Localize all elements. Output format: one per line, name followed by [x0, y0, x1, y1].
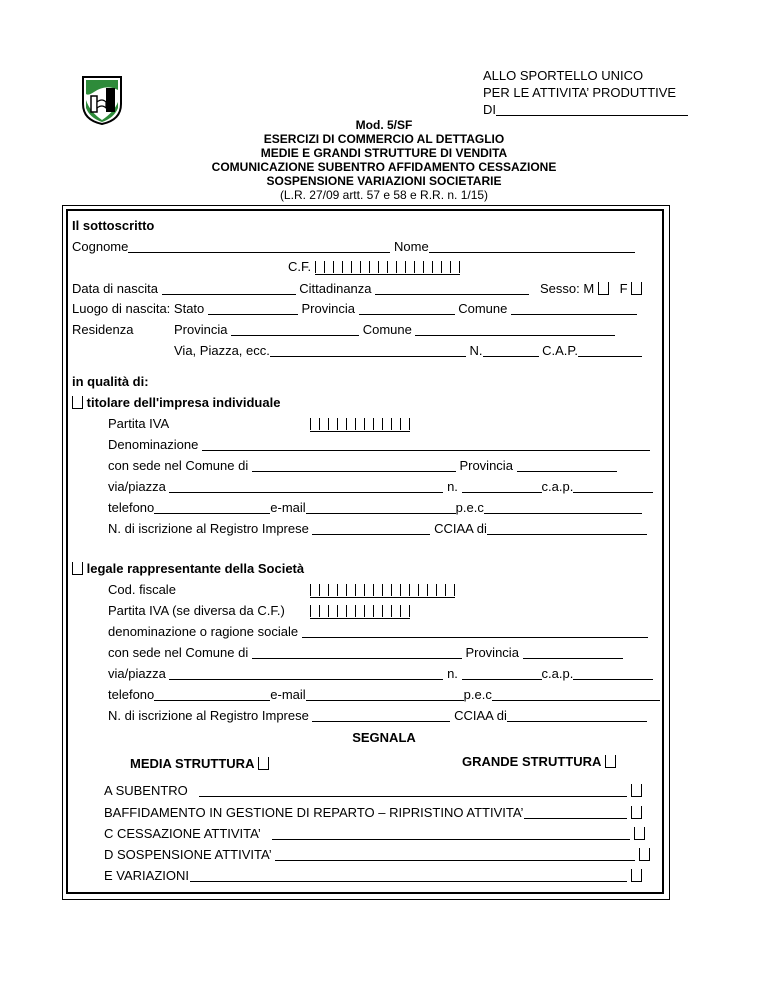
individual-option[interactable]: titolare dell'impresa individuale: [72, 395, 280, 410]
report-heading: SEGNALA: [352, 730, 416, 745]
ind-denomination-row[interactable]: Denominazione: [108, 437, 650, 452]
medium-structure-option[interactable]: MEDIA STRUTTURA: [130, 756, 269, 771]
individual-checkbox: [72, 396, 83, 409]
option-e[interactable]: E VARIAZIONI: [104, 868, 189, 883]
option-d-fill: [275, 847, 650, 862]
co-seat-row[interactable]: con sede nel Comune di Provincia: [108, 645, 623, 660]
option-e-fill: [190, 868, 642, 883]
option-c-checkbox: [634, 827, 645, 840]
medium-structure-checkbox: [258, 757, 269, 770]
recipient-line-2: PER LE ATTIVITA’ PRODUTTIVE: [483, 85, 677, 100]
sex-m-checkbox: [598, 282, 609, 295]
co-denomination-row[interactable]: denominazione o ragione sociale: [108, 624, 648, 639]
large-structure-checkbox: [605, 755, 616, 768]
ind-contacts-row[interactable]: telefono e-mail p.e.c: [108, 500, 642, 515]
option-e-checkbox: [631, 869, 642, 882]
co-street-row[interactable]: via/piazza n. c.a.p.: [108, 666, 653, 681]
option-b[interactable]: BAFFIDAMENTO IN GESTIONE DI REPARTO – RIPRISTINO ATTIVITA’: [104, 805, 524, 820]
option-d[interactable]: D SOSPENSIONE ATTIVITA’: [104, 847, 272, 862]
company-option[interactable]: legale rappresentante della Società: [72, 561, 304, 576]
co-vat-label: Partita IVA (se diversa da C.F.): [108, 603, 285, 618]
co-contacts-row[interactable]: telefono e-mail p.e.c: [108, 687, 660, 702]
company-checkbox: [72, 562, 83, 575]
birth-date-row[interactable]: Data di nascita Cittadinanza Sesso: M F: [72, 281, 642, 296]
capacity-heading: in qualità di:: [72, 374, 149, 389]
form-title: Mod. 5/SF ESERCIZI DI COMMERCIO AL DETTAGLIO MEDIE E GRANDI STRUTTURE DI VENDITA COMUNICAZIONE SUBENTRO AFFIDAMENTO CESSAZIONE SOSPENSIONE VARIAZIONI SOCIETARIE (L.R. 27/09 artt. 57 e 58 e R.R. n. 1/15): [211, 118, 557, 202]
recipient-line-3: DI: [483, 101, 688, 118]
option-c-fill: [272, 826, 645, 841]
co-fiscal-boxes[interactable]: [310, 582, 455, 598]
birth-place-row[interactable]: Luogo di nascita: Stato Provincia Comune: [72, 301, 637, 316]
ind-vat-boxes[interactable]: [310, 416, 410, 432]
address-row[interactable]: Via, Piazza, ecc. N. C.A.P.: [174, 343, 642, 358]
co-registry-row[interactable]: N. di iscrizione al Registro Imprese CCIAA di: [108, 708, 647, 723]
option-d-checkbox: [639, 848, 650, 861]
option-b-checkbox: [631, 806, 642, 819]
co-fiscal-label: Cod. fiscale: [108, 582, 176, 597]
option-a-fill: [199, 783, 642, 798]
sex-f-checkbox: [631, 282, 642, 295]
option-a-checkbox: [631, 784, 642, 797]
option-a[interactable]: A SUBENTRO: [104, 783, 188, 798]
cf-row[interactable]: C.F.: [288, 259, 460, 275]
signer-heading: Il sottoscritto: [72, 218, 155, 233]
ind-vat-label: Partita IVA: [108, 416, 170, 431]
residence-row[interactable]: Residenza: [72, 322, 134, 337]
ind-registry-row[interactable]: N. di iscrizione al Registro Imprese CCIAA di: [108, 521, 647, 536]
surname-name-row[interactable]: Cognome Nome: [72, 239, 635, 254]
option-c[interactable]: C CESSAZIONE ATTIVITA’: [104, 826, 261, 841]
ind-seat-row[interactable]: con sede nel Comune di Provincia: [108, 458, 617, 473]
recipient-line-1: ALLO SPORTELLO UNICO: [483, 68, 644, 83]
option-b-fill: [524, 805, 642, 820]
residence-fields[interactable]: Provincia Comune: [174, 322, 615, 337]
cf-boxes: [315, 261, 460, 275]
ind-street-row[interactable]: via/piazza n. c.a.p.: [108, 479, 653, 494]
co-vat-boxes[interactable]: [310, 603, 410, 619]
large-structure-option[interactable]: GRANDE STRUTTURA: [462, 754, 616, 769]
